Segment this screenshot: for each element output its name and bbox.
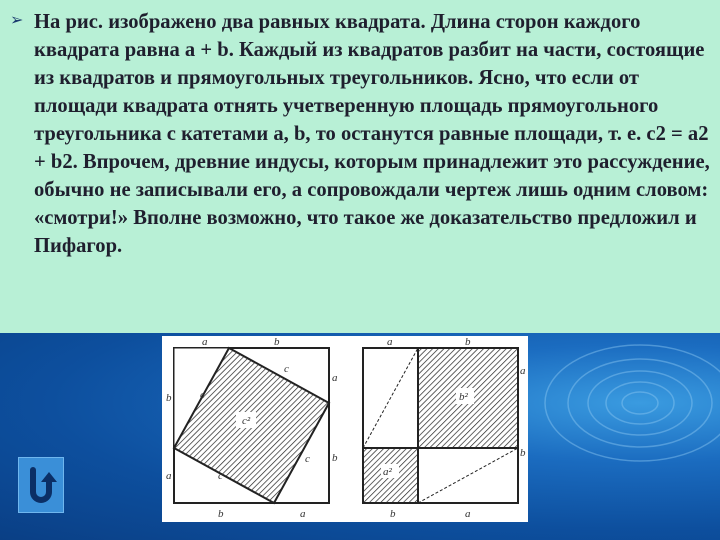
label-right-side-b: b: [332, 452, 338, 464]
label-inner-c-1: c: [200, 389, 205, 401]
label-right-top-a: a: [387, 336, 393, 348]
label-inner-c-3: c: [305, 453, 310, 465]
label-a2: a²: [383, 466, 392, 478]
label-right-bottom-a: a: [465, 508, 471, 520]
arrow-bullet-icon: ➢: [10, 10, 24, 29]
label-right-side-b2: b: [520, 447, 526, 459]
label-right-top-b: b: [465, 336, 471, 348]
center-label-c2: c²: [242, 415, 251, 427]
slide-text: На рис. изображено два равных квадрата. Длина сторон каждого квадрата равна a + b. Каждый из квадратов разбит на части, состоящие из квадратов и прямоугольных треугольников. Ясно, что если от площади квадрата отнять учетверенную площадь прямоугольного треугольника с катетами a, b, то останутся равные площади, т. е. c2 = a2 + b2. Впрочем, древние индусы, которым принадлежит это рассуждение, обычно не записывали его, а сопровождали чертеж лишь одним словом: «смотри!» Вполне возможно, что такое же доказательство предложил и Пифагор.: [34, 11, 710, 257]
left-square: [166, 336, 338, 520]
return-button[interactable]: [18, 457, 64, 513]
label-left-side-a: a: [166, 470, 172, 482]
label-left-side-b: b: [166, 392, 172, 404]
label-inner-c-4: c: [218, 470, 223, 482]
proof-diagram: [162, 336, 528, 522]
return-arrow-icon: [19, 458, 63, 512]
right-square: [363, 336, 526, 520]
label-right-side-a2: a: [520, 365, 526, 377]
label-left-top-a: a: [202, 336, 208, 348]
label-left-bottom-b: b: [218, 508, 224, 520]
pythagoras-proof-figure: [162, 336, 528, 522]
label-left-bottom-a: a: [300, 508, 306, 520]
label-inner-c-2: c: [284, 363, 289, 375]
label-b2: b²: [459, 391, 468, 403]
label-right-side-a: a: [332, 372, 338, 384]
label-left-top-b: b: [274, 336, 280, 348]
label-right-bottom-b: b: [390, 508, 396, 520]
